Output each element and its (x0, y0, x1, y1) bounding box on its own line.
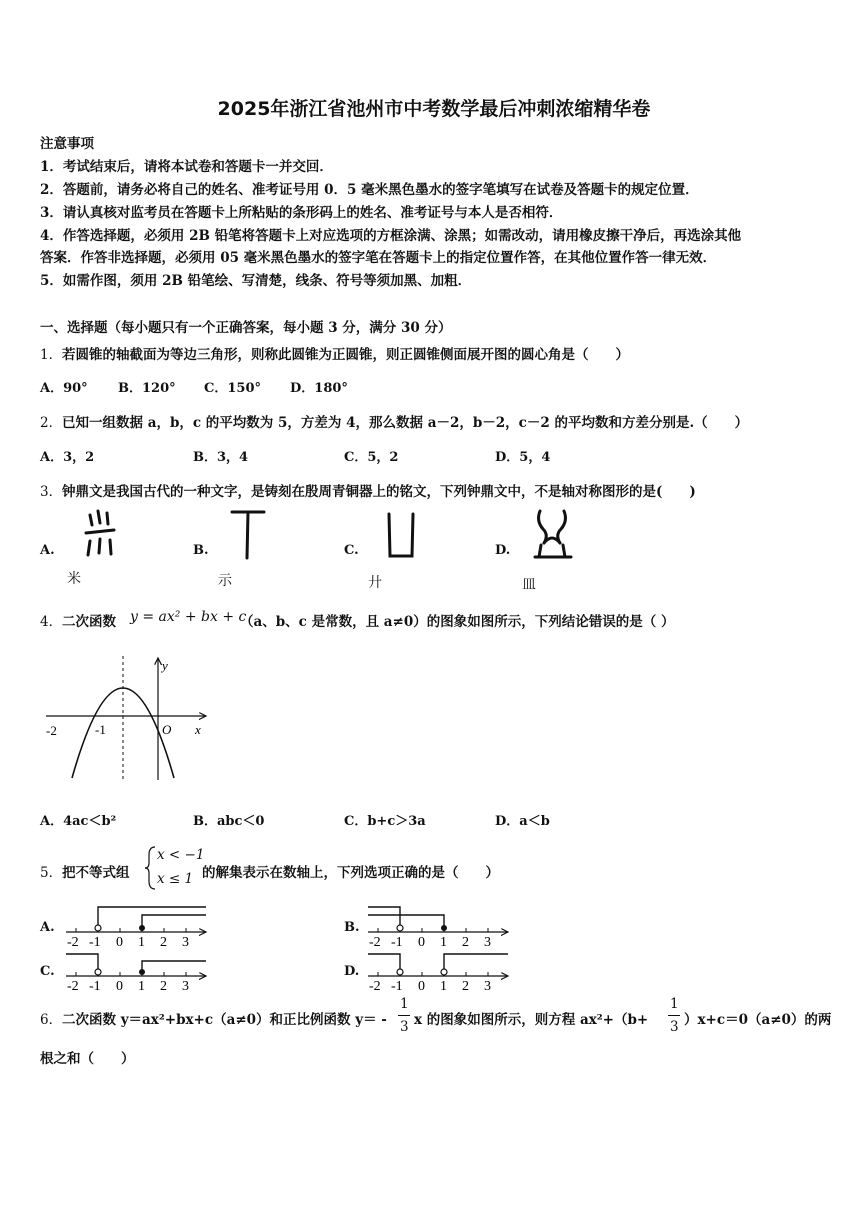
option-b: B. (344, 920, 360, 935)
notice-item: 2．答题前，请务必将自己的姓名、准考证号用 0．5 毫米黑色墨水的签字笔填写在试卷及答题卡的规定位置． (40, 182, 699, 198)
number-line-b (364, 900, 512, 946)
tick-label: 1 (440, 979, 447, 990)
question-number: 4． (40, 614, 63, 630)
option-a: A．90° (40, 381, 88, 396)
fraction-numerator: 1 (670, 996, 679, 1012)
option-d: D．a＜b (495, 814, 550, 829)
y-axis-label: y (162, 658, 168, 673)
fraction-numerator: 1 (400, 996, 409, 1012)
question-text-part2: x 的图象如图所示，则方程 ax²+（b+ (414, 1012, 649, 1028)
tick-label: 0 (418, 935, 425, 946)
question-number: 6． (40, 1012, 63, 1028)
formula: y = ax² + bx + c (130, 609, 247, 625)
tick-label: -1 (89, 935, 101, 946)
tick-label: 3 (182, 979, 189, 990)
glyph-caption-b: 示 (218, 573, 232, 589)
question-text: 已知一组数据 a，b，c 的平均数为 5，方差为 4，那么数据 a－2，b－2，c－2 的平均数和方差分别是.（ ） (62, 415, 749, 431)
option-d: D. (495, 543, 511, 558)
tick-label: 3 (484, 979, 491, 990)
option-d: D. (344, 964, 360, 979)
tick-label: -2 (67, 935, 79, 946)
tick-label: 1 (138, 979, 145, 990)
section-heading: 一、选择题（每小题只有一个正确答案，每小题 3 分，满分 30 分） (40, 320, 452, 336)
notice-item: 5．如需作图，须用 2B 铅笔绘、写清楚，线条、符号等须加黑、加粗． (40, 273, 472, 289)
number-line-d (364, 944, 512, 990)
bronze-glyph-c-image (382, 508, 422, 560)
glyph-caption-a: 米 (67, 571, 81, 587)
question-text: 钟鼎文是我国古代的一种文字，是铸刻在殷周青铜器上的铭文，下列钟鼎文中，不是轴对称图形的是( ) (62, 484, 696, 500)
number-line-c (62, 944, 210, 990)
question-text: 的解集表示在数轴上，下列选项正确的是（ ） (202, 865, 499, 881)
bronze-glyph-d-image (531, 507, 575, 563)
inequality-2: x ≤ 1 (157, 871, 194, 887)
origin-label: O (162, 722, 172, 737)
tick-label: -1 (391, 935, 403, 946)
fraction-denominator: 3 (670, 1019, 679, 1035)
notice-heading: 注意事项 (40, 136, 94, 152)
parabola-graph (40, 650, 220, 785)
option-c: C．150° (204, 381, 261, 396)
notice-item: 1．考试结束后，请将本试卷和答题卡一并交回． (40, 159, 333, 175)
option-b: B．120° (118, 381, 176, 396)
question-text-line2: 根之和（ ） (40, 1051, 135, 1067)
tick-label: 3 (484, 935, 491, 946)
option-b: B．3，4 (193, 450, 249, 465)
option-a: A．3，2 (40, 450, 95, 465)
page-title: 2025年浙江省池州市中考数学最后冲刺浓缩精华卷 (217, 98, 651, 120)
tick-label: 2 (462, 935, 469, 946)
tick-label: -2 (369, 935, 381, 946)
question-number: 5． (40, 865, 63, 881)
system-brace (143, 845, 157, 891)
option-c: C．5，2 (344, 450, 399, 465)
question-text: 若圆锥的轴截面为等边三角形，则称此圆锥为正圆锥，则正圆锥侧面展开图的圆心角是（ ） (62, 347, 629, 363)
question-text-part1: 二次函数 y＝ax²+bx+c（a≠0）和正比例函数 y＝ - (62, 1012, 387, 1028)
tick-label: 2 (160, 935, 167, 946)
tick-label: -1 (95, 722, 106, 737)
option-a: A. (40, 543, 55, 558)
bronze-glyph-a-image (82, 505, 122, 557)
glyph-caption-c: 廾 (368, 575, 382, 591)
option-a: A. (40, 920, 55, 935)
tick-label: 1 (440, 935, 447, 946)
tick-label: 2 (160, 979, 167, 990)
fraction-bar (668, 1015, 680, 1016)
option-b: B. (193, 543, 209, 558)
tick-label: 0 (418, 979, 425, 990)
option-c: C．b+c＞3a (344, 814, 426, 829)
question-number: 1． (40, 347, 63, 363)
option-d: D．5，4 (495, 450, 551, 465)
tick-label: -2 (46, 723, 57, 738)
fraction-denominator: 3 (400, 1019, 409, 1035)
question-prefix: 把不等式组 (62, 865, 130, 881)
tick-label: 0 (116, 979, 123, 990)
fraction-bar (398, 1015, 410, 1016)
question-prefix: 二次函数 (62, 614, 116, 630)
number-line-a (62, 900, 210, 946)
notice-item: 4．作答选择题，必须用 2B 铅笔将答题卡上对应选项的方框涂满、涂黑；如需改动，请用橡皮擦干净后，再选涂其他 (40, 228, 742, 244)
glyph-caption-d: 皿 (522, 577, 536, 593)
notice-item: 3．请认真核对监考员在答题卡上所粘贴的条形码上的姓名、准考证号与本人是否相符． (40, 205, 563, 221)
tick-label: -2 (369, 979, 381, 990)
tick-label: -1 (89, 979, 101, 990)
question-text: （a、b、c 是常数，且 a≠0）的图象如图所示，下列结论错误的是（ ） (240, 614, 675, 630)
option-d: D．180° (290, 381, 348, 396)
bronze-glyph-b-image (228, 508, 268, 560)
option-c: C. (40, 964, 55, 979)
tick-label: 1 (138, 935, 145, 946)
tick-label: -1 (391, 979, 403, 990)
tick-label: 3 (182, 935, 189, 946)
inequality-1: x < −1 (157, 847, 205, 863)
tick-label: -2 (67, 979, 79, 990)
option-b: B．abc＜0 (193, 814, 265, 829)
question-number: 3． (40, 484, 63, 500)
option-a: A．4ac＜b² (40, 814, 117, 829)
question-text-part3: ）x+c＝0（a≠0）的两 (684, 1012, 832, 1028)
tick-label: 0 (116, 935, 123, 946)
x-axis-label: x (195, 722, 201, 737)
notice-item: 答案．作答非选择题，必须用 05 毫米黑色墨水的签字笔在答题卡上的指定位置作答，在其他位置作答一律无效． (40, 250, 717, 266)
tick-label: 2 (462, 979, 469, 990)
question-number: 2． (40, 415, 63, 431)
option-c: C. (344, 543, 359, 558)
